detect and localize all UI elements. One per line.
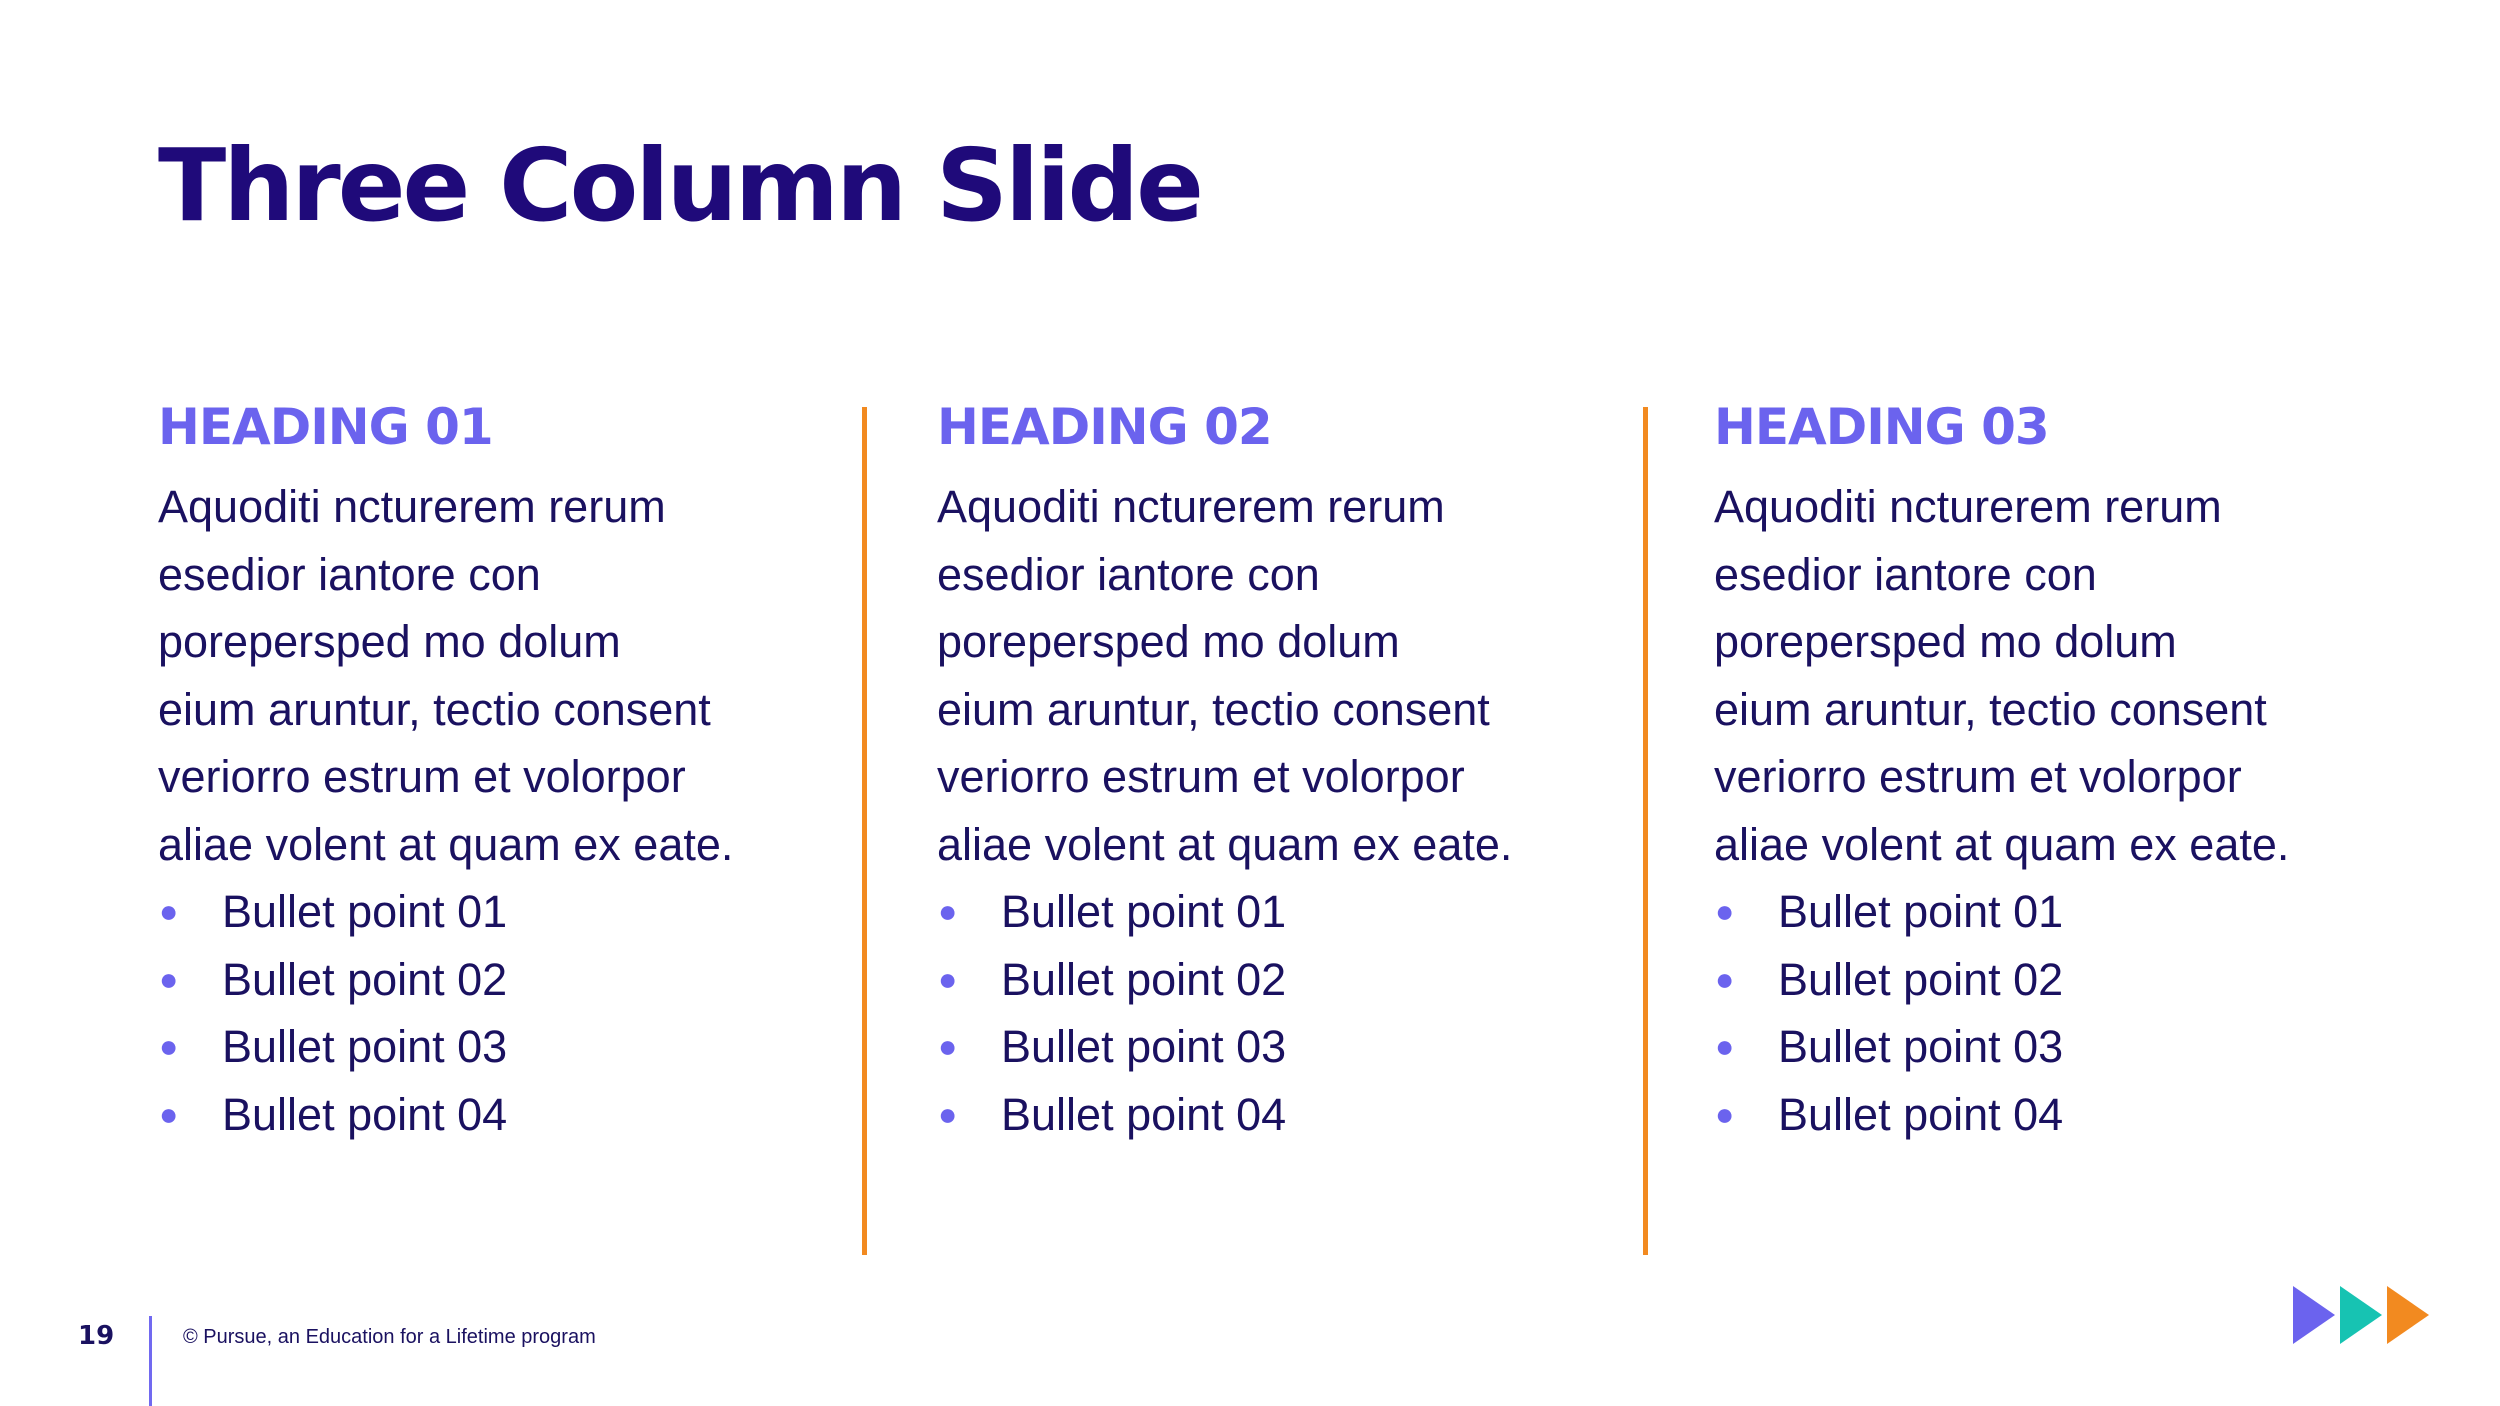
column-divider	[1643, 407, 1648, 1255]
bullet-text: Bullet point 03	[1778, 1021, 2064, 1072]
logo-arrow-orange-icon	[2387, 1286, 2429, 1344]
bullet-text: Bullet point 02	[222, 953, 508, 1005]
bullet-item	[158, 946, 858, 1014]
bullet-dot-icon: ●	[1715, 1028, 1735, 1064]
slide-title: Three Column Slide	[158, 127, 1201, 244]
bullet-dot-icon: ●	[1715, 1095, 1735, 1132]
bullet-list	[937, 878, 1637, 1148]
bullet-item	[158, 1013, 858, 1081]
bullet-item	[1714, 1081, 2414, 1149]
copyright-text: © Pursue, an Education for a Lifetime program	[183, 1326, 596, 1348]
bullet-text: Bullet point 03	[222, 1021, 508, 1072]
bullet-dot-icon: ●	[159, 960, 179, 997]
bullet-item	[158, 1081, 858, 1149]
column-1	[158, 395, 858, 1148]
bullet-item	[937, 1013, 1637, 1081]
column-body-text: Aquoditi ncturerem rerum esedior iantore con porepersped mo dolum eium aruntur, tectio consent veriorro estrum et volorpor aliae volent at quam ex eate.	[158, 481, 734, 870]
bullet-dot-icon: ●	[159, 1095, 179, 1132]
column-divider	[862, 407, 867, 1255]
bullet-text: Bullet point 04	[1778, 1088, 2064, 1140]
column-body-text: Aquoditi ncturerem rerum esedior iantore con porepersped mo dolum eium aruntur, tectio consent veriorro estrum et volorpor aliae volent at quam ex eate.	[937, 481, 1513, 870]
column-body-text: Aquoditi ncturerem rerum esedior iantore con porepersped mo dolum eium aruntur, tectio consent veriorro estrum et volorpor aliae volent at quam ex eate.	[1714, 481, 2290, 870]
bullet-dot-icon: ●	[159, 893, 179, 929]
bullet-dot-icon: ●	[938, 1028, 958, 1064]
bullet-dot-icon: ●	[938, 893, 958, 929]
page-number: 19	[78, 1321, 115, 1351]
logo-arrow-teal-icon	[2340, 1286, 2382, 1344]
triple-arrow-logo-icon	[2290, 1286, 2435, 1344]
bullet-dot-icon: ●	[938, 960, 958, 997]
column-2	[937, 395, 1637, 1148]
bullet-dot-icon: ●	[159, 1028, 179, 1064]
bullet-dot-icon: ●	[1715, 960, 1735, 997]
bullet-item	[1714, 946, 2414, 1014]
column-heading: HEADING 02	[937, 398, 1272, 456]
bullet-item	[158, 878, 858, 946]
bullet-text: Bullet point 03	[1001, 1021, 1287, 1072]
bullet-text: Bullet point 01	[1778, 886, 2064, 937]
bullet-item	[1714, 878, 2414, 946]
column-heading: HEADING 01	[158, 398, 493, 456]
bullet-text: Bullet point 04	[1001, 1088, 1287, 1140]
bullet-text: Bullet point 02	[1778, 953, 2064, 1005]
bullet-item	[937, 946, 1637, 1014]
bullet-item	[937, 878, 1637, 946]
bullet-text: Bullet point 01	[1001, 886, 1287, 937]
footer-divider	[149, 1316, 152, 1406]
column-3	[1714, 395, 2414, 1148]
column-heading: HEADING 03	[1714, 398, 2049, 456]
bullet-text: Bullet point 01	[222, 886, 508, 937]
logo-arrow-purple-icon	[2293, 1286, 2335, 1344]
bullet-list	[158, 878, 858, 1148]
bullet-text: Bullet point 02	[1001, 953, 1287, 1005]
bullet-text: Bullet point 04	[222, 1088, 508, 1140]
bullet-item	[1714, 1013, 2414, 1081]
bullet-dot-icon: ●	[1715, 893, 1735, 929]
bullet-dot-icon: ●	[938, 1095, 958, 1132]
bullet-list	[1714, 878, 2414, 1148]
bullet-item	[937, 1081, 1637, 1149]
